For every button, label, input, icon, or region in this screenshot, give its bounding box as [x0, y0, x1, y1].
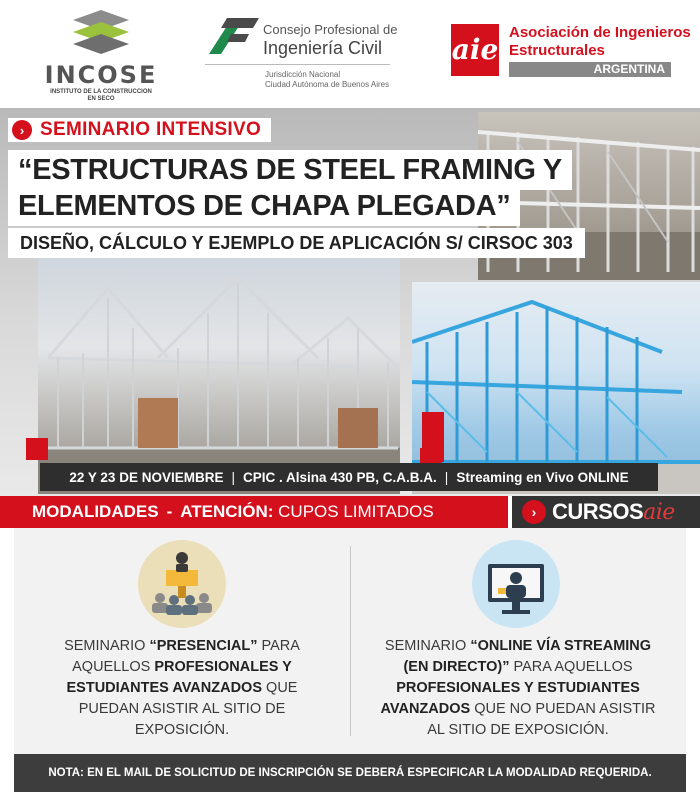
chevron-right-icon: › [12, 120, 32, 140]
atencion-label: ATENCIÓN: [180, 502, 274, 521]
subtitle: DISEÑO, CÁLCULO Y EJEMPLO DE APLICACIÓN S/ CIRSOC 303 [8, 228, 585, 258]
modalidades-heading [32, 496, 434, 528]
aie-mark: aie [451, 24, 499, 76]
cpic-line-4: Ciudad Autónoma de Buenos Aires [265, 80, 390, 89]
header-logos [0, 0, 700, 108]
presencial-text-3: PARA AQUELLOS [72, 638, 300, 675]
presentation-audience-icon [138, 540, 226, 628]
incose-name: INCOSE [44, 61, 158, 89]
cpic-emblem-icon [205, 14, 261, 60]
hero-banner [0, 108, 700, 496]
incose-subtitle-1: INSTITUTO DE LA CONSTRUCCION [50, 89, 152, 95]
online-text-4: PROFESIONALES Y ESTUDIANTES AVANZADOS [380, 680, 640, 717]
online-text-3: PARA AQUELLOS [509, 659, 633, 675]
decor-red-cube [26, 438, 48, 460]
info-separator: | [231, 469, 235, 485]
event-venue: CPIC . Alsina 430 PB, C.A.B.A. [242, 469, 437, 485]
modalidades-label: MODALIDADES [32, 502, 159, 521]
incose-subtitle-2: EN SECO [87, 96, 115, 102]
online-column [350, 528, 686, 754]
online-text-5: QUE NO PUEDAN ASISTIR AL SITIO DE EXPOSICIÓN. [427, 701, 656, 738]
aie-line-2: Estructurales [509, 42, 605, 59]
event-info-bar [40, 463, 658, 491]
presencial-description [14, 636, 350, 741]
modalidades-dash: - [166, 502, 173, 521]
event-date: 22 Y 23 DE NOVIEMBRE [69, 469, 224, 485]
cursos-word: CURSOS [552, 499, 644, 524]
cupos-label: CUPOS LIMITADOS [278, 502, 434, 521]
incose-cube-icon [69, 8, 133, 54]
event-streaming: Streaming en Vivo ONLINE [456, 469, 629, 485]
cpic-divider [205, 64, 390, 65]
online-text-1: SEMINARIO [384, 638, 471, 654]
cursos-aie-logo [508, 496, 700, 528]
aie-country: ARGENTINA [509, 62, 671, 77]
incose-logo [36, 8, 166, 100]
monitor-streaming-icon [472, 540, 560, 628]
title-line-2: ELEMENTOS DE CHAPA PLEGADA” [8, 186, 520, 226]
aie-line-1: Asociación de Ingenieros [509, 24, 691, 41]
cpic-logo [205, 14, 398, 94]
modalidades-content [14, 528, 686, 754]
aie-logo [451, 24, 691, 80]
online-description [350, 636, 686, 741]
online-text-2: “ONLINE VÍA STREAMING (EN DIRECTO)” [403, 638, 652, 675]
info-separator: | [444, 469, 449, 485]
seminario-label: SEMINARIO INTENSIVO [40, 119, 262, 140]
presencial-text-1: SEMINARIO [64, 638, 150, 654]
inscription-note: NOTA: EN EL MAIL DE SOLICITUD DE INSCRIPCIÓN SE DEBERÁ ESPECIFICAR LA MODALIDAD REQUERIDA. [14, 754, 686, 792]
cpic-line-3: Jurisdicción Nacional [265, 70, 341, 79]
title-line-1: “ESTRUCTURAS DE STEEL FRAMING Y [8, 150, 572, 190]
cpic-line-1: Consejo Profesional de [263, 22, 398, 37]
chevron-right-icon: › [522, 500, 546, 524]
presencial-column [14, 528, 350, 754]
steel-frame-houses-photo [38, 258, 400, 494]
presencial-text-4: PROFESIONALES Y ESTUDIANTES AVANZADOS [66, 659, 292, 696]
presencial-text-5: QUE PUEDAN ASISTIR AL SITIO DE EXPOSICIÓN. [78, 680, 298, 738]
modalidades-bar [0, 496, 700, 528]
cpic-line-2: Ingeniería Civil [263, 38, 383, 58]
presencial-text-2: “PRESENCIAL” [149, 638, 258, 654]
seminario-tag [8, 118, 271, 142]
cursos-aie-word: aie [643, 499, 675, 525]
